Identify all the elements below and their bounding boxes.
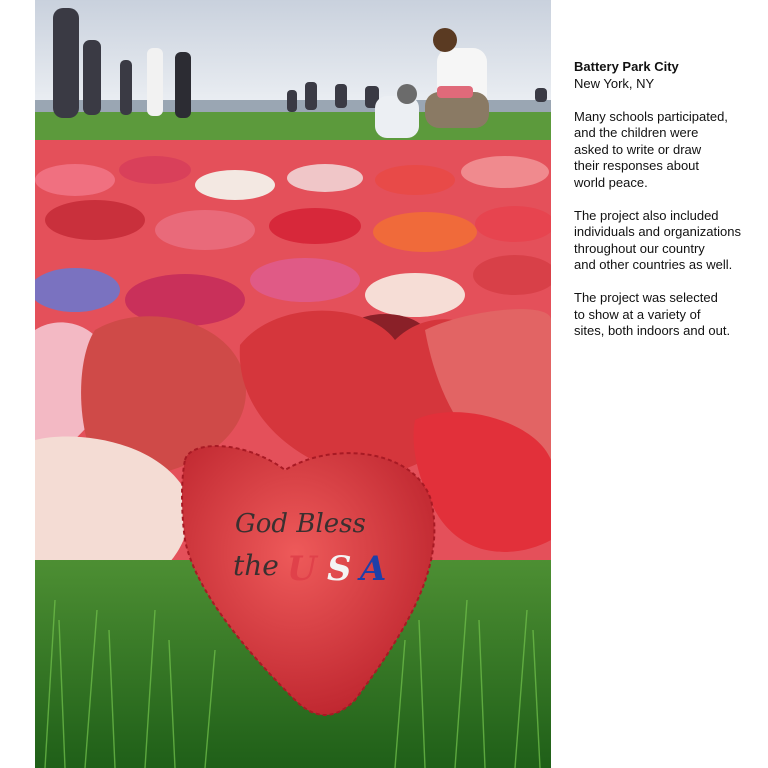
- hearts-on-grass-photo: [35, 0, 551, 768]
- caption-line: sites, both indoors and out.: [574, 323, 731, 338]
- heart-text-the: the: [233, 549, 279, 582]
- caption-paragraph-2: [574, 208, 764, 274]
- heart-letter-a: A: [360, 549, 387, 589]
- caption-line: The project also included: [574, 207, 719, 223]
- caption-line: Many schools participated,: [574, 108, 728, 124]
- heart-letter-s: S: [327, 549, 352, 589]
- photo-illustration: [35, 0, 551, 768]
- caption-paragraph-3: [574, 290, 764, 340]
- caption-line: throughout our country: [574, 240, 705, 256]
- heart-letter-u: U: [287, 549, 317, 589]
- caption-line: to show at a variety of: [574, 306, 701, 322]
- caption-line: individuals and organizations: [574, 224, 741, 239]
- caption-location: New York, NY: [574, 75, 655, 91]
- photo-caption: [574, 59, 764, 340]
- caption-paragraph-1: [574, 109, 764, 192]
- caption-line: and the children were: [574, 125, 699, 140]
- caption-title: Battery Park City: [574, 59, 679, 74]
- caption-line: their responses about: [574, 158, 700, 173]
- caption-line: and other countries as well.: [574, 257, 733, 272]
- caption-line: asked to write or draw: [574, 141, 702, 157]
- caption-line: The project was selected: [574, 290, 718, 305]
- heart-text-line1: God Bless: [235, 509, 366, 539]
- caption-line: world peace.: [574, 174, 648, 190]
